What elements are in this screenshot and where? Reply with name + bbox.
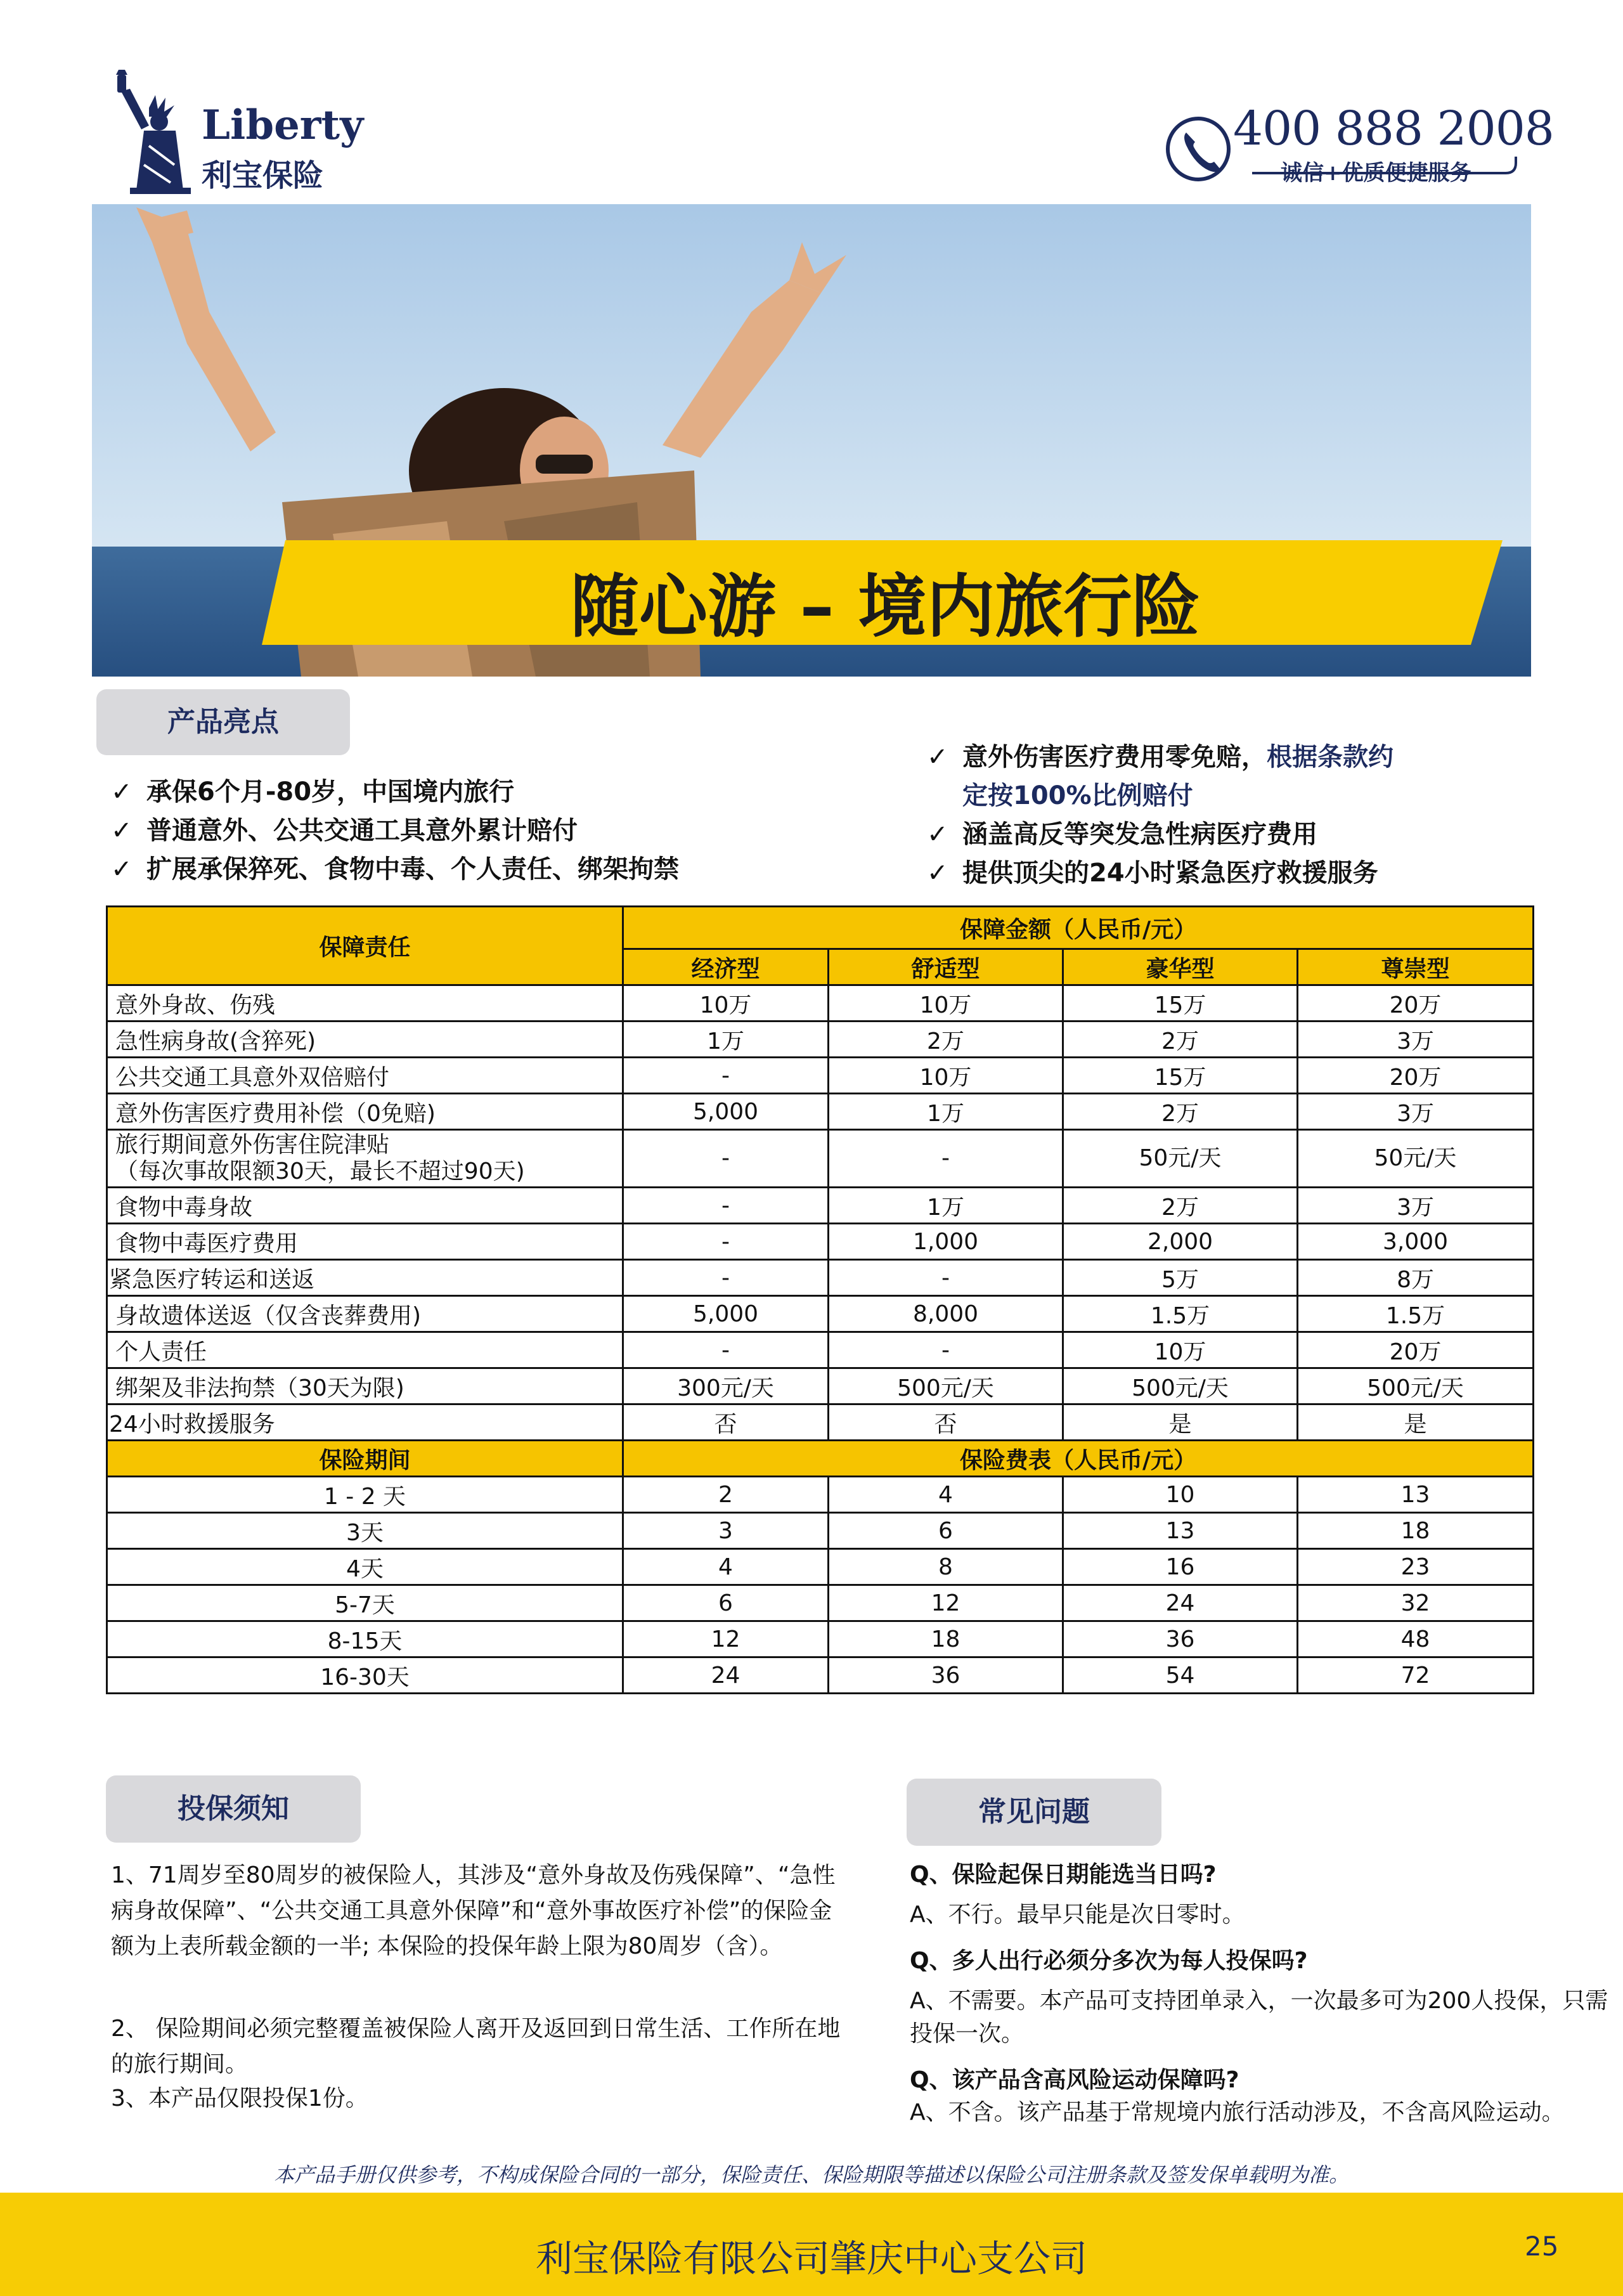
table-row bbox=[107, 985, 1534, 1022]
cell: 500元/天 bbox=[1298, 1368, 1534, 1404]
table-row bbox=[107, 1404, 1534, 1441]
cell: - bbox=[829, 1130, 1063, 1188]
highlight-item: ✓ 涵盖高反等突发急性病医疗费用 bbox=[927, 820, 1317, 849]
cell: 3万 bbox=[1298, 1188, 1534, 1224]
highlight-item: ✓ 提供顶尖的24小时紧急医疗救援服务 bbox=[927, 859, 1378, 888]
faq-answer-2: A、不需要。本产品可支持团单录入，一次最多可为200人投保，只需投保一次。 bbox=[910, 1988, 1608, 2047]
checkmark-icon: ✓ bbox=[111, 855, 133, 884]
cell: 10万 bbox=[829, 985, 1063, 1022]
coverage-item: 个人责任 bbox=[107, 1332, 623, 1368]
cell: 2万 bbox=[829, 1022, 1063, 1058]
cell: 1.5万 bbox=[1063, 1296, 1298, 1332]
cell: 36 bbox=[1063, 1621, 1298, 1657]
cell: 32 bbox=[1298, 1585, 1534, 1621]
coverage-item: 24小时救援服务 bbox=[107, 1404, 623, 1441]
cell: 10万 bbox=[829, 1058, 1063, 1094]
hotline-slogan: 诚信+优质便捷服务 bbox=[1281, 160, 1471, 186]
premium-header-row bbox=[107, 1441, 1534, 1477]
coverage-item: 绑架及非法拘禁（30天为限) bbox=[107, 1368, 623, 1404]
cell: 2 bbox=[623, 1477, 829, 1513]
coverage-item: 食物中毒身故 bbox=[107, 1188, 623, 1224]
notice-paragraph-2: 2、 保险期间必须完整覆盖被保险人离开及返回到日常生活、工作所在地的旅行期间。 bbox=[111, 2016, 841, 2077]
cell: 6 bbox=[829, 1513, 1063, 1549]
cell: 8万 bbox=[1298, 1260, 1534, 1296]
table-row bbox=[107, 1260, 1534, 1296]
coverage-item: 急性病身故(含猝死) bbox=[107, 1022, 623, 1058]
cell: 3,000 bbox=[1298, 1224, 1534, 1260]
premium-row bbox=[107, 1657, 1534, 1694]
cell: 20万 bbox=[1298, 1058, 1534, 1094]
cell: 5,000 bbox=[623, 1296, 829, 1332]
cell: 6 bbox=[623, 1585, 829, 1621]
logo-english-name: Liberty bbox=[202, 101, 364, 149]
page-number: 25 bbox=[1525, 2231, 1559, 2262]
cell: 13 bbox=[1063, 1513, 1298, 1549]
cell: 10万 bbox=[623, 985, 829, 1022]
cell: - bbox=[623, 1224, 829, 1260]
highlight-item: ✓ 普通意外、公共交通工具意外累计赔付 bbox=[111, 816, 578, 845]
cell: 是 bbox=[1063, 1404, 1298, 1441]
coverage-item-line2: （每次事故限额30天，最长不超过90天) bbox=[115, 1158, 525, 1184]
premium-row bbox=[107, 1549, 1534, 1585]
cell: 5万 bbox=[1063, 1260, 1298, 1296]
phone-icon bbox=[1184, 133, 1220, 172]
table-row bbox=[107, 1130, 1534, 1188]
cell: 13 bbox=[1298, 1477, 1534, 1513]
period-cell: 4天 bbox=[107, 1549, 623, 1585]
checkmark-icon: ✓ bbox=[927, 859, 948, 888]
cell: - bbox=[623, 1260, 829, 1296]
cell: 3万 bbox=[1298, 1094, 1534, 1130]
checkmark-icon: ✓ bbox=[111, 816, 133, 845]
faq-question-2: Q、多人出行必须分多次为每人投保吗? bbox=[910, 1948, 1308, 1974]
plan-premium: 尊崇型 bbox=[1298, 949, 1534, 985]
cell: 20万 bbox=[1298, 985, 1534, 1022]
cell: 24 bbox=[1063, 1585, 1298, 1621]
checkmark-icon: ✓ bbox=[111, 777, 133, 807]
cell: 3万 bbox=[1298, 1022, 1534, 1058]
highlight-item: ✓ 意外伤害医疗费用零免赔，根据条款约 bbox=[927, 743, 1393, 772]
cell: 16 bbox=[1063, 1549, 1298, 1585]
cell: 10万 bbox=[1063, 1332, 1298, 1368]
table-row bbox=[107, 1224, 1534, 1260]
period-cell: 5-7天 bbox=[107, 1585, 623, 1621]
cell: 500元/天 bbox=[1063, 1368, 1298, 1404]
cell: 2万 bbox=[1063, 1022, 1298, 1058]
cell: - bbox=[623, 1332, 829, 1368]
coverage-item: 公共交通工具意外双倍赔付 bbox=[107, 1058, 623, 1094]
plan-deluxe: 豪华型 bbox=[1063, 949, 1298, 985]
cell: 48 bbox=[1298, 1621, 1534, 1657]
cell: 50元/天 bbox=[1298, 1130, 1534, 1188]
cell: 4 bbox=[623, 1549, 829, 1585]
faq-question-1: Q、保险起保日期能选当日吗? bbox=[910, 1862, 1217, 1888]
table-row bbox=[107, 1058, 1534, 1094]
cell: 18 bbox=[829, 1621, 1063, 1657]
cell: 24 bbox=[623, 1657, 829, 1694]
cell: 50元/天 bbox=[1063, 1130, 1298, 1188]
hotline-number: 400 888 2008 bbox=[1233, 101, 1554, 156]
checkmark-icon: ✓ bbox=[927, 820, 948, 849]
table-row bbox=[107, 1332, 1534, 1368]
cell: - bbox=[623, 1188, 829, 1224]
coverage-item: 紧急医疗转运和送返 bbox=[107, 1260, 623, 1296]
cell: - bbox=[829, 1260, 1063, 1296]
plan-comfort: 舒适型 bbox=[829, 949, 1063, 985]
table-row bbox=[107, 1296, 1534, 1332]
section-label-highlights: 产品亮点 bbox=[96, 689, 350, 755]
disclaimer-text: 本产品手册仅供参考，不构成保险合同的一部分，保险责任、保险期限等描述以保险公司注册条款及签发保单载明为准。 bbox=[273, 2163, 1349, 2187]
cell: 2万 bbox=[1063, 1188, 1298, 1224]
checkmark-icon: ✓ bbox=[927, 743, 948, 772]
cell: 8,000 bbox=[829, 1296, 1063, 1332]
notice-paragraph-1: 1、71周岁至80周岁的被保险人，其涉及“意外身故及伤残保障”、“急性病身故保障”、“公共交通工具意外保障”和“意外事故医疗补偿”的保险金额为上表所载金额的一半; 本保险的投保年龄上限为80周岁（含）。 bbox=[111, 1862, 836, 1959]
header-insurance-period: 保险期间 bbox=[107, 1441, 623, 1477]
cell: 10 bbox=[1063, 1477, 1298, 1513]
cell: 是 bbox=[1298, 1404, 1534, 1441]
cell: 72 bbox=[1298, 1657, 1534, 1694]
premium-row bbox=[107, 1477, 1534, 1513]
highlight-item-continued: 定按100%比例赔付 bbox=[962, 781, 1193, 810]
header-coverage-item: 保障责任 bbox=[107, 907, 623, 985]
coverage-item: 身故遗体送返（仅含丧葬费用) bbox=[107, 1296, 623, 1332]
cell: 500元/天 bbox=[829, 1368, 1063, 1404]
cell: 23 bbox=[1298, 1549, 1534, 1585]
coverage-premium-table bbox=[106, 905, 1534, 1694]
cell: 15万 bbox=[1063, 985, 1298, 1022]
cell: 5,000 bbox=[623, 1094, 829, 1130]
cell: 12 bbox=[829, 1585, 1063, 1621]
cell: 1万 bbox=[623, 1022, 829, 1058]
cell: 1万 bbox=[829, 1094, 1063, 1130]
period-cell: 8-15天 bbox=[107, 1621, 623, 1657]
cell: 否 bbox=[623, 1404, 829, 1441]
logo-chinese-name: 利宝保险 bbox=[202, 158, 324, 193]
coverage-item: 意外伤害医疗费用补偿（0免赔) bbox=[107, 1094, 623, 1130]
faq-answer-1: A、不行。最早只能是次日零时。 bbox=[910, 1902, 1245, 1928]
period-cell: 3天 bbox=[107, 1513, 623, 1549]
notice-paragraph-3: 3、本产品仅限投保1份。 bbox=[111, 2085, 368, 2111]
premium-row bbox=[107, 1585, 1534, 1621]
plan-economy: 经济型 bbox=[623, 949, 829, 985]
coverage-item: 食物中毒医疗费用 bbox=[107, 1224, 623, 1260]
cell: - bbox=[829, 1332, 1063, 1368]
table-row bbox=[107, 1094, 1534, 1130]
section-label-notice: 投保须知 bbox=[106, 1775, 361, 1843]
section-label-faq: 常见问题 bbox=[907, 1779, 1161, 1846]
cell: 36 bbox=[829, 1657, 1063, 1694]
cell: - bbox=[623, 1130, 829, 1188]
table-header-row bbox=[107, 907, 1534, 949]
coverage-item bbox=[107, 1130, 623, 1188]
product-title: 随心游 – 境内旅行险 bbox=[571, 568, 1201, 647]
cell: 8 bbox=[829, 1549, 1063, 1585]
premium-row bbox=[107, 1621, 1534, 1657]
coverage-item: 意外身故、伤残 bbox=[107, 985, 623, 1022]
cell: 2,000 bbox=[1063, 1224, 1298, 1260]
table-row bbox=[107, 1022, 1534, 1058]
faq-question-3: Q、该产品含高风险运动保障吗? bbox=[910, 2067, 1239, 2093]
footer-company-name: 利宝保险有限公司肇庆中心支公司 bbox=[535, 2237, 1087, 2280]
cell: 15万 bbox=[1063, 1058, 1298, 1094]
cell: 2万 bbox=[1063, 1094, 1298, 1130]
cell: 18 bbox=[1298, 1513, 1534, 1549]
cell: 20万 bbox=[1298, 1332, 1534, 1368]
cell: 1.5万 bbox=[1298, 1296, 1534, 1332]
cell: 1,000 bbox=[829, 1224, 1063, 1260]
cell: 54 bbox=[1063, 1657, 1298, 1694]
header-sum-insured: 保障金额（人民币/元） bbox=[623, 907, 1534, 949]
cell: 1万 bbox=[829, 1188, 1063, 1224]
highlight-item: ✓ 承保6个月-80岁，中国境内旅行 bbox=[111, 777, 515, 807]
cell: 12 bbox=[623, 1621, 829, 1657]
period-cell: 1 - 2 天 bbox=[107, 1477, 623, 1513]
header-premium-table: 保险费表（人民币/元） bbox=[623, 1441, 1534, 1477]
faq-answer-3: A、不含。该产品基于常规境内旅行活动涉及，不含高风险运动。 bbox=[910, 2099, 1565, 2125]
table-row bbox=[107, 1368, 1534, 1404]
cell: 3 bbox=[623, 1513, 829, 1549]
cell: - bbox=[623, 1058, 829, 1094]
cell: 4 bbox=[829, 1477, 1063, 1513]
coverage-item-line1: 旅行期间意外伤害住院津贴 bbox=[115, 1132, 390, 1158]
cell: 否 bbox=[829, 1404, 1063, 1441]
cell: 300元/天 bbox=[623, 1368, 829, 1404]
period-cell: 16-30天 bbox=[107, 1657, 623, 1694]
highlight-item: ✓ 扩展承保猝死、食物中毒、个人责任、绑架拘禁 bbox=[111, 855, 679, 884]
premium-row bbox=[107, 1513, 1534, 1549]
table-row bbox=[107, 1188, 1534, 1224]
